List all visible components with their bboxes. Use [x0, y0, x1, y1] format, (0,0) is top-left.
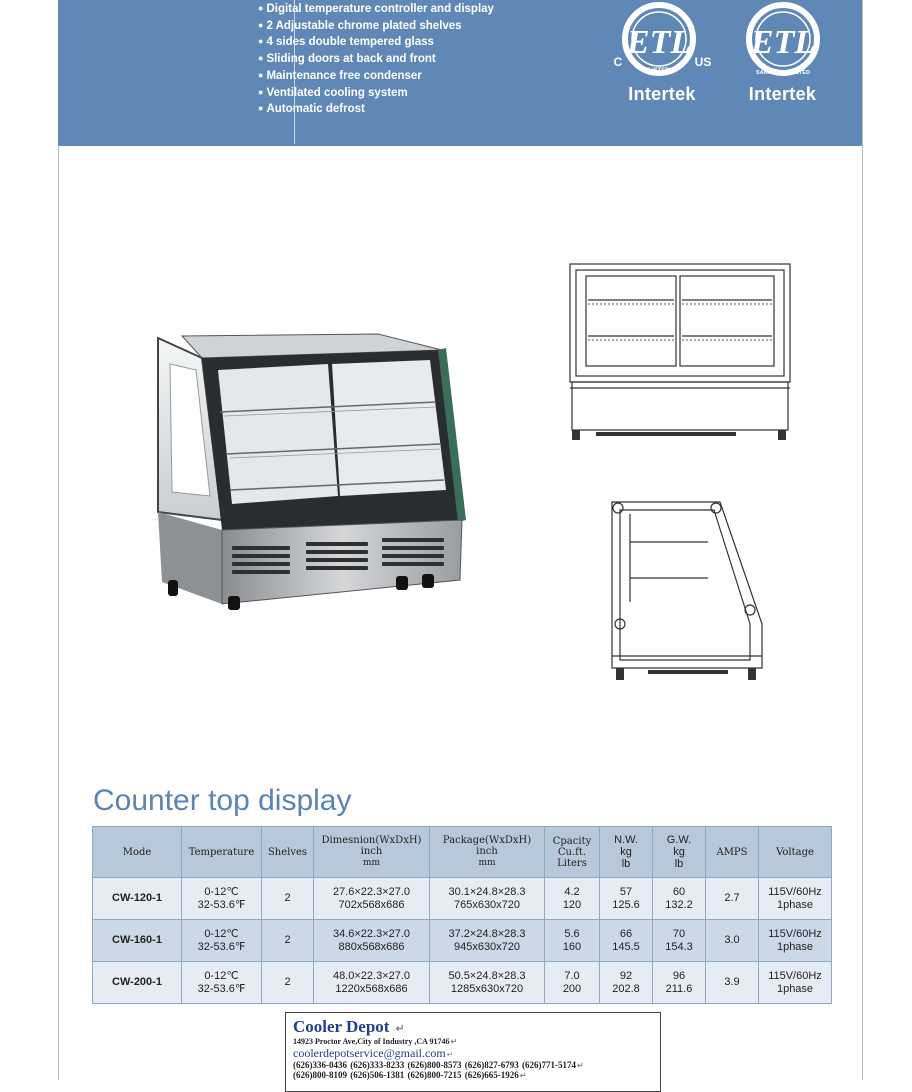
cell-voltage: 115V/60Hz 1phase	[759, 962, 832, 1004]
company-address: 14923 Proctor Ave,City of Industry ,CA 91746↵	[293, 1037, 458, 1046]
cell-shelves: 2	[262, 878, 314, 920]
intertek-label: Intertek	[748, 84, 817, 104]
header-model: Mode	[93, 827, 182, 878]
product-title: Counter top display	[93, 784, 352, 817]
etl-us-text: US	[694, 55, 712, 69]
cell-package: 30.1×24.8×28.3 765x630x720	[430, 878, 545, 920]
cell-package: 37.2×24.8×28.3 945x630x720	[430, 920, 545, 962]
phone-numbers-line-1: (626)336-0436 (626)333-8233 (626)800-8573 (626)827-6793 (626)771-5174↵	[293, 1060, 584, 1070]
header-net-weight: N.W. kg lb	[600, 827, 653, 878]
feature-list	[258, 1, 494, 118]
etl-listed-logo	[612, 2, 712, 110]
cell-capacity: 7.0 200	[545, 962, 600, 1004]
table-row	[93, 920, 832, 962]
cell-gross-weight: 70 154.3	[653, 920, 706, 962]
etl-sanitation-mark-text: ETL	[750, 24, 816, 61]
cell-voltage: 115V/60Hz 1phase	[759, 878, 832, 920]
page-border-left	[58, 0, 59, 1080]
feature-item: ● 4 sides double tempered glass	[258, 34, 494, 51]
cell-net-weight: 66 145.5	[600, 920, 653, 962]
table-row	[93, 962, 832, 1004]
feature-item: ● Digital temperature controller and display	[258, 1, 494, 18]
cell-model: CW-120-1	[93, 878, 182, 920]
cell-dimension: 48.0×22.3×27.0 1220x568x686	[314, 962, 430, 1004]
cell-shelves: 2	[262, 962, 314, 1004]
cell-dimension: 27.6×22.3×27.0 702x568x686	[314, 878, 430, 920]
header-temperature: Temperature	[182, 827, 262, 878]
cell-capacity: 5.6 160	[545, 920, 600, 962]
header-package: Package(WxDxH) inch mm	[430, 827, 545, 878]
feature-item: ● Sliding doors at back and front	[258, 51, 494, 68]
phone-numbers-line-2: (626)800-8109 (626)506-1381 (626)800-7215 (626)665-1926↵	[293, 1070, 527, 1080]
etl-c-text: C	[613, 55, 623, 69]
product-photo	[140, 320, 500, 620]
cell-temperature: 0-12℃ 32-53.6℉	[182, 962, 262, 1004]
cell-dimension: 34.6×22.3×27.0 880x568x686	[314, 920, 430, 962]
page-border-right	[862, 0, 863, 1080]
feature-item: ● Maintenance free condenser	[258, 68, 494, 85]
cell-amps: 3.9	[706, 962, 759, 1004]
cell-package: 50.5×24.8×28.3 1285x630x720	[430, 962, 545, 1004]
header-gross-weight: G.W. kg lb	[653, 827, 706, 878]
spec-table	[92, 826, 832, 1004]
etl-listed-seal-icon	[612, 2, 712, 82]
cell-temperature: 0-12℃ 32-53.6℉	[182, 920, 262, 962]
cell-voltage: 115V/60Hz 1phase	[759, 920, 832, 962]
etl-sanitation-seal-icon	[735, 2, 830, 82]
side-view-drawing	[608, 498, 766, 686]
etl-mark-text: ETL	[626, 24, 692, 61]
cell-gross-weight: 60 132.2	[653, 878, 706, 920]
cell-model: CW-160-1	[93, 920, 182, 962]
header-shelves: Shelves	[262, 827, 314, 878]
cell-capacity: 4.2 120	[545, 878, 600, 920]
etl-sanitation-logo	[735, 2, 830, 110]
feature-item: ● Automatic defrost	[258, 101, 494, 118]
header-amps: AMPS	[706, 827, 759, 878]
cell-model: CW-200-1	[93, 962, 182, 1004]
table-row	[93, 878, 832, 920]
header-dimension: Dimesnion(WxDxH) inch mm	[314, 827, 430, 878]
feature-item: ● 2 Adjustable chrome plated shelves	[258, 18, 494, 35]
company-name: Cooler Depot ↵	[293, 1017, 405, 1036]
feature-item: ● Ventilated cooling system	[258, 85, 494, 102]
table-header-row	[93, 827, 832, 878]
intertek-label: Intertek	[628, 84, 696, 104]
header-voltage: Voltage	[759, 827, 832, 878]
cell-gross-weight: 96 211.6	[653, 962, 706, 1004]
company-email[interactable]: coolerdepotservice@gmail.com↵	[293, 1046, 454, 1060]
etl-sanitation-listed-text: SANITATION LISTED	[756, 70, 810, 76]
cell-net-weight: 92 202.8	[600, 962, 653, 1004]
header-capacity: Cpacity Cu.ft. Liters	[545, 827, 600, 878]
cell-amps: 2.7	[706, 878, 759, 920]
cell-amps: 3.0	[706, 920, 759, 962]
contact-box	[285, 1012, 661, 1092]
cell-temperature: 0-12℃ 32-53.6℉	[182, 878, 262, 920]
etl-listed-text: LISTED	[648, 68, 670, 74]
cell-net-weight: 57 125.6	[600, 878, 653, 920]
cell-shelves: 2	[262, 920, 314, 962]
front-view-drawing	[566, 260, 794, 446]
